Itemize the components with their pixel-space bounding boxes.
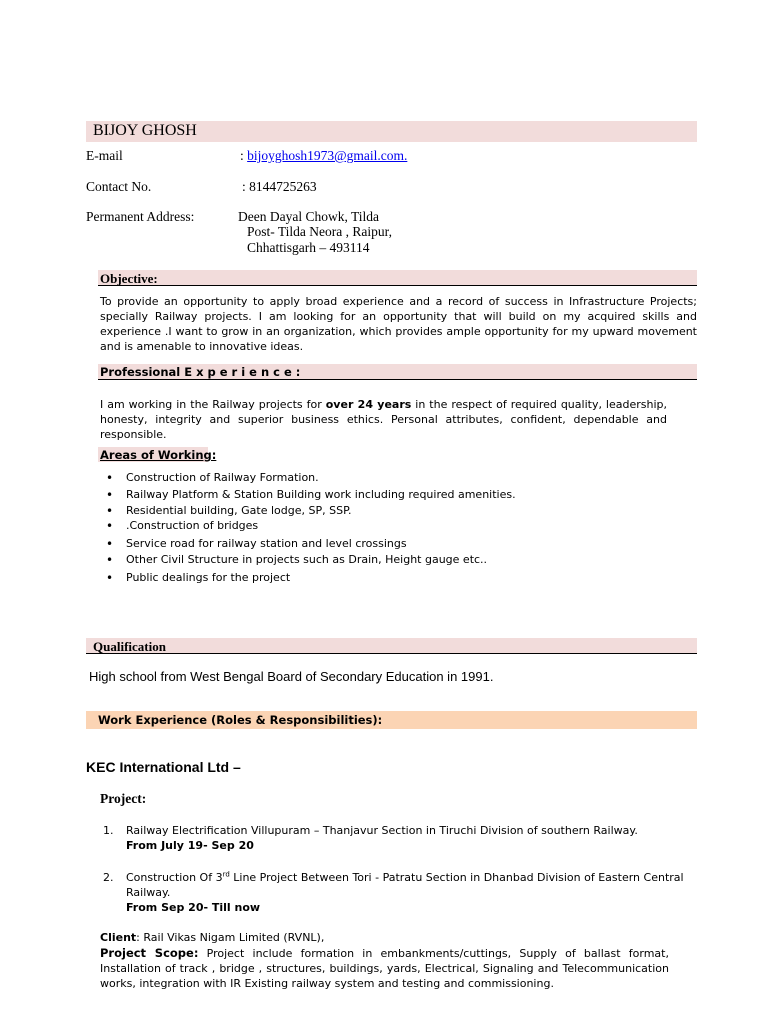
project-description: Railway Electrification Villupuram – Thanjavur Section in Tiruchi Division of southern Railway. <box>126 824 638 837</box>
work-experience-title: Work Experience (Roles & Responsibilities): <box>98 713 383 727</box>
areas-title: Areas of Working: <box>100 448 217 462</box>
qualification-title: Qualification <box>93 639 166 654</box>
professional-text-end: in the respect of required quality, leadership, honesty, integrity and superior business ethics. Personal attributes, confident, dependable and responsible. <box>100 398 667 441</box>
professional-text-start: I am working in the Railway projects for <box>100 398 326 411</box>
professional-text <box>100 397 667 442</box>
list-item: • Service road for railway station and level crossings <box>106 537 666 553</box>
experience-years: over 24 years <box>325 398 412 411</box>
scope-label: Project Scope: <box>100 946 199 960</box>
list-item: • Railway Platform & Station Building work including required amenities. <box>106 488 666 504</box>
contact-label: Contact No. <box>86 179 152 194</box>
project-scope <box>100 946 669 991</box>
project-description <box>126 870 686 900</box>
objective-band <box>98 270 697 286</box>
objective-text: To provide an opportunity to apply broad experience and a record of success in Infrastructure Projects; specially Railway projects. I am looking for an opportunity that will build on my acquired skills and experience .I want to grow in an organization, which provides ample opportunity for my upward movement and is amenable to innovative ideas. <box>100 295 697 353</box>
list-item: • Construction of Railway Formation. <box>106 471 666 488</box>
project-number: 1. <box>103 824 114 837</box>
project-description-start: Construction Of 3 <box>126 871 223 884</box>
candidate-name: BIJOY GHOSH <box>93 122 197 139</box>
qualification-band <box>86 638 697 654</box>
project-item-2 <box>103 870 693 916</box>
list-item: • Public dealings for the project <box>106 571 666 587</box>
address-line-3: Chhattisgarh – 493114 <box>247 240 370 255</box>
email-link[interactable]: bijoyghosh1973@gmail.com. <box>247 148 408 163</box>
email-label: E-mail <box>86 148 123 163</box>
client-row <box>100 931 324 944</box>
ordinal-suffix: rd <box>222 870 230 879</box>
contact-value: : 8144725263 <box>242 179 317 194</box>
project-number: 2. <box>103 871 114 884</box>
email-row <box>240 148 407 164</box>
client-value: : Rail Vikas Nigam Limited (RVNL), <box>136 931 325 944</box>
qualification-text: High school from West Bengal Board of Secondary Education in 1991. <box>89 669 494 684</box>
list-item: • Residential building, Gate lodge, SP, SSP. <box>106 504 666 519</box>
list-item: • Other Civil Structure in projects such as Drain, Height gauge etc.. <box>106 553 666 571</box>
address-line-2: Post- Tilda Neora , Raipur, <box>247 224 392 239</box>
project-label: Project: <box>100 791 147 806</box>
email-prefix: : <box>240 148 248 163</box>
areas-list <box>106 471 666 587</box>
project-period: From Sep 20- Till now <box>126 901 261 914</box>
project-item-1 <box>103 823 693 855</box>
list-item: • .Construction of bridges <box>106 519 666 537</box>
objective-title: Objective: <box>100 271 158 286</box>
company-name: KEC International Ltd – <box>86 759 241 775</box>
professional-title: Professional E x p e r i e n c e : <box>100 365 301 379</box>
client-label: Client <box>100 931 137 944</box>
address-label: Permanent Address: <box>86 209 195 224</box>
project-period: From July 19- Sep 20 <box>126 839 254 852</box>
project-description-end: Line Project Between Tori - Patratu Section in Dhanbad Division of Eastern Central Railway. <box>126 871 684 899</box>
scope-text: Project include formation in embankments/cuttings, Supply of ballast format, Installation of track , bridge , structures, buildings, yards, Electrical, Signaling and Telecommunication works, integration with IR Existing railway system and testing and commissioning. <box>100 947 669 990</box>
address-line-1: Deen Dayal Chowk, Tilda <box>238 209 379 224</box>
